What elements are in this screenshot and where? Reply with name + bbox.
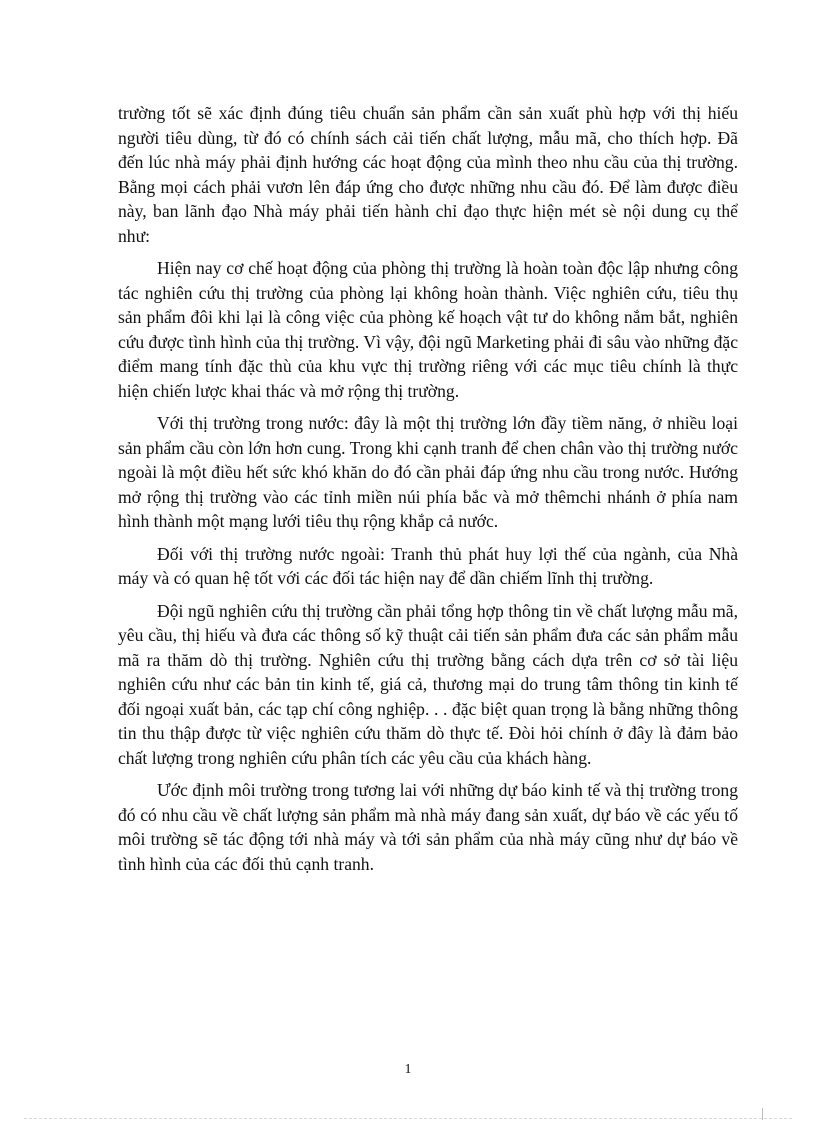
paragraph-continued: trường tốt sẽ xác định đúng tiêu chuẩn sản phẩm cần sản xuất phù hợp với thị hiếu người tiêu dùng, từ đó có chính sách cải tiến chất lượng, mẫu mã, cho thích hợp. Đã đến lúc nhà máy phải định hướng các hoạt động của mình theo nhu cầu của thị trường. Bằng mọi cách phải vươn lên đáp ứng cho được những nhu cầu đó. Để làm được điều này, ban lãnh đạo Nhà máy phải tiến hành chỉ đạo thực hiện mét sè nội dung cụ thể như: (118, 103, 738, 246)
page-edge-mark (762, 1108, 763, 1120)
body-text (118, 101, 738, 884)
paragraph-research-team: Đội ngũ nghiên cứu thị trường cần phải tổng hợp thông tin về chất lượng mẫu mã, yêu cầu, thị hiếu và đưa các thông số kỹ thuật cải tiến sản phẩm đưa các sản phẩm mẫu mã ra thăm dò thị trường. Nghiên cứu thị trường bằng cách dựa trên cơ sở tài liệu nghiên cứu như các bản tin kinh tế, giá cả, thương mại do trung tâm thông tin kinh tế đối ngoại xuất bản, các tạp chí công nghiệp. . . đặc biệt quan trọng là bằng những thông tin thu thập được từ việc nghiên cứu thăm dò thực tế. Đòi hỏi chính ở đây là đảm bảo chất lượng trong nghiên cứu phân tích các yêu cầu của khách hàng. (118, 600, 738, 768)
paragraph-forecast: Ước định môi trường trong tương lai với những dự báo kinh tế và thị trường trong đó có nhu cầu về chất lượng sản phẩm mà nhà máy đang sản xuất, dự báo về các yếu tố môi trường sẽ tác động tới nhà máy và tới sản phẩm của nhà máy cũng như dự báo về tình hình của các đối thủ cạnh tranh. (118, 780, 738, 874)
paragraph-market-department: Hiện nay cơ chế hoạt động của phòng thị trường là hoàn toàn độc lập nhưng công tác nghiên cứu thị trường của phòng lại không hoàn thành. Việc nghiên cứu, tiêu thụ sản phẩm đôi khi lại là công việc của phòng kế hoạch vật tư do không nắm bắt, nghiên cứu được tình hình của thị trường. Vì vậy, đội ngũ Marketing phải đi sâu vào những đặc điểm mang tính đặc thù của khu vực thị trường riêng với các mục tiêu chính là thực hiện chiến lược khai thác và mở rộng thị trường. (118, 258, 738, 401)
paragraph-domestic-market: Với thị trường trong nước: đây là một thị trường lớn đầy tiềm năng, ở nhiều loại sản phẩm cầu còn lớn hơn cung. Trong khi cạnh tranh để chen chân vào thị trường nước ngoài là một điều hết sức khó khăn do đó cần phải đáp ứng nhu cầu trong nước. Hướng mở rộng thị trường vào các tỉnh miền núi phía bắc và mở thêmchi nhánh ở phía nam hình thành một mạng lưới tiêu thụ rộng khắp cả nước. (118, 413, 738, 531)
paragraph-foreign-market: Đối với thị trường nước ngoài: Tranh thủ phát huy lợi thế của ngành, của Nhà máy và có quan hệ tốt với các đối tác hiện nay để dần chiếm lĩnh thị trường. (118, 543, 738, 588)
page-number: 1 (404, 1062, 412, 1077)
page-edge-divider (24, 1118, 792, 1119)
